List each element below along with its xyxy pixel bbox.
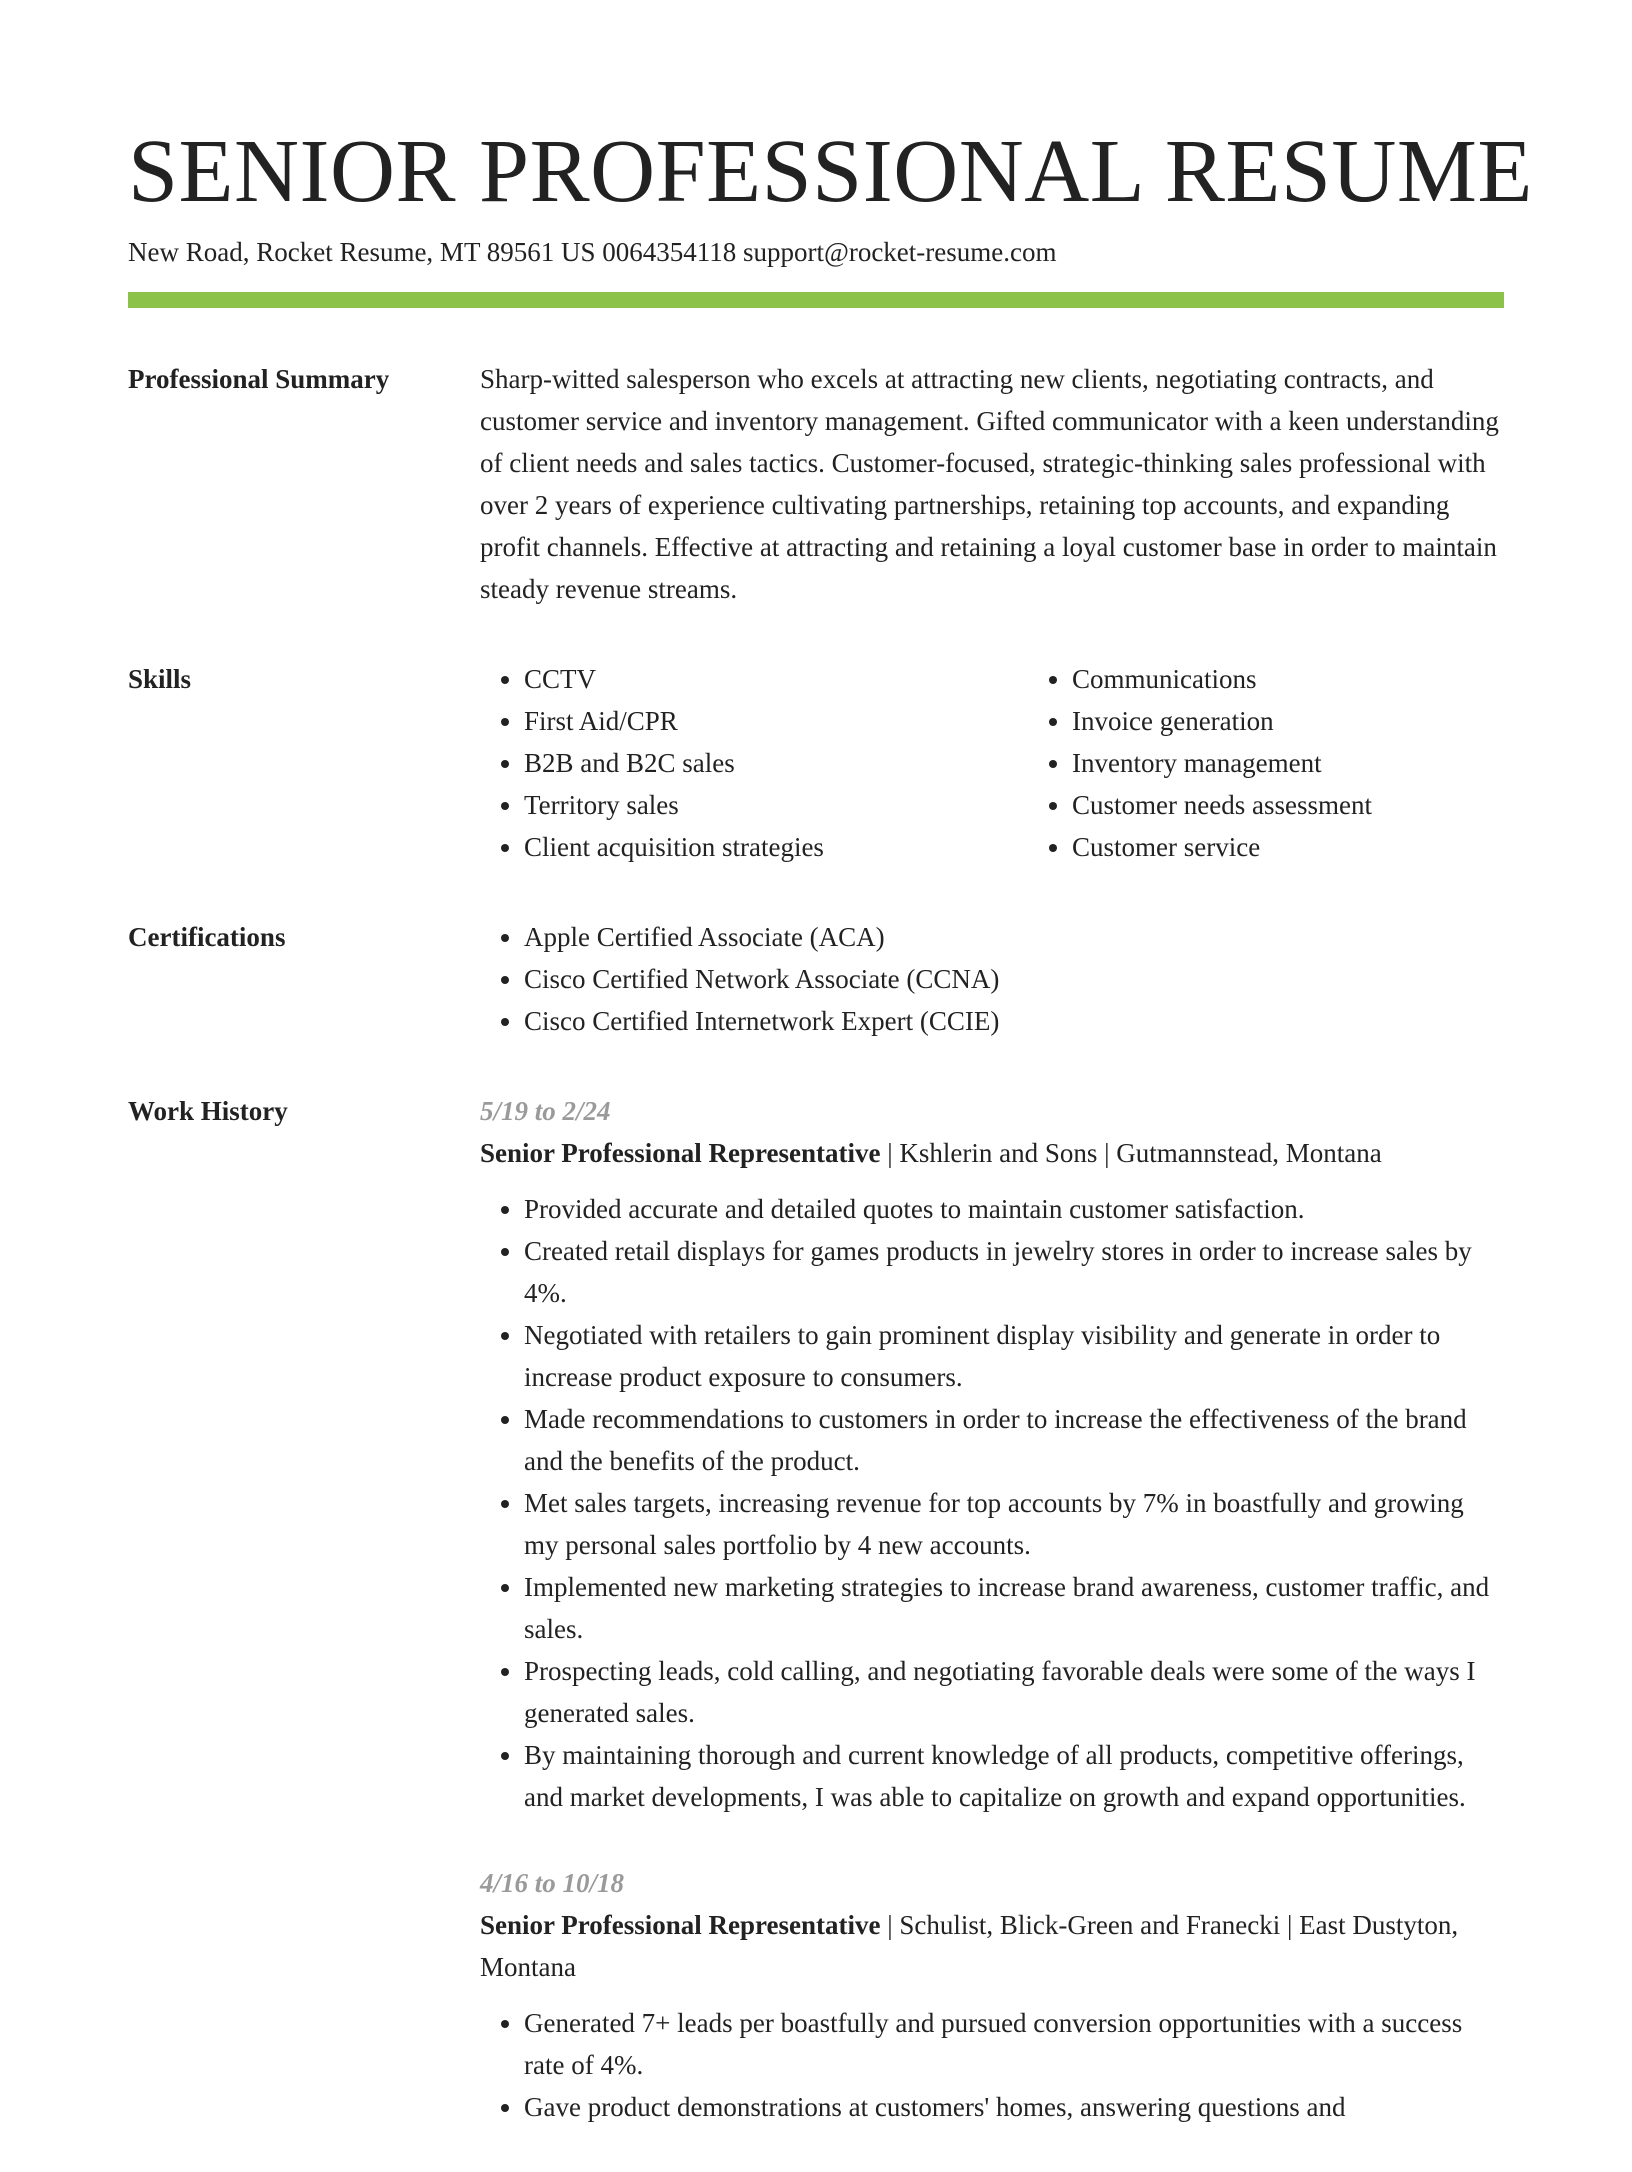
job-bullet: • By maintaining thorough and current knowledge of all products, competitive offerings, and market developments, I was able to capitalize on growth and expand opportunities. xyxy=(524,1734,1504,1818)
summary-text: Sharp-witted salesperson who excels at attracting new clients, negotiating contracts, and customer service and inventory management. Gifted communicator with a keen understanding of client needs and sales tactics. Customer-focused, strategic-thinking sales professional with over 2 years of experience cultivating partnerships, retaining top accounts, and expanding profit channels. Effective at attracting and retaining a loyal customer base in order to maintain steady revenue streams. xyxy=(480,364,1499,604)
job-bullet: • Made recommendations to customers in order to increase the effectiveness of the brand and the benefits of the product. xyxy=(524,1398,1504,1482)
skill-item: • Invoice generation xyxy=(1072,700,1504,742)
job-details: | Schulist, Blick-Green and Franecki | East Dustyton, Montana xyxy=(480,1910,1459,1982)
section-body xyxy=(480,1090,1504,2172)
job-dates: 4/16 to 10/18 xyxy=(480,1868,625,1898)
skill-item: • Communications xyxy=(1072,658,1504,700)
job-details: | Kshlerin and Sons | Gutmannstead, Montana xyxy=(880,1138,1382,1168)
job-bullet: • Provided accurate and detailed quotes to maintain customer satisfaction. xyxy=(524,1188,1504,1230)
resume-page xyxy=(128,120,1533,2172)
work-history-section xyxy=(128,1090,1504,2172)
job-bullet: • Prospecting leads, cold calling, and negotiating favorable deals were some of the ways I generated sales. xyxy=(524,1650,1504,1734)
section-title: Certifications xyxy=(128,922,286,952)
contact-email: support@rocket-resume.com xyxy=(742,237,1057,267)
skill-item: • Territory sales xyxy=(524,784,1028,826)
job-title: Senior Professional Representative xyxy=(480,1138,881,1168)
skills-section xyxy=(128,658,1504,868)
job-bullets xyxy=(480,2002,1504,2128)
job-bullet: • Implemented new marketing strategies to increase brand awareness, customer traffic, and sales. xyxy=(524,1566,1504,1650)
skill-item: • Inventory management xyxy=(1072,742,1504,784)
skill-item: • Customer needs assessment xyxy=(1072,784,1504,826)
skills-list-left xyxy=(480,658,1028,868)
summary-section xyxy=(128,358,1504,610)
job-bullets xyxy=(480,1188,1504,1818)
section-title: Skills xyxy=(128,664,192,694)
skills-columns xyxy=(480,658,1504,868)
job-entry xyxy=(480,1862,1504,2128)
certifications-section xyxy=(128,916,1504,1042)
job-heading xyxy=(480,1904,1504,1988)
skills-list-right xyxy=(1028,658,1504,868)
certification-item: • Cisco Certified Network Associate (CCNA) xyxy=(524,958,1504,1000)
job-heading xyxy=(480,1132,1504,1174)
job-bullet: • Negotiated with retailers to gain prominent display visibility and generate in order to increase product exposure to consumers. xyxy=(524,1314,1504,1398)
job-bullet: • Met sales targets, increasing revenue for top accounts by 7% in boastfully and growing my personal sales portfolio by 4 new accounts. xyxy=(524,1482,1504,1566)
contact-address: New Road, Rocket Resume, MT 89561 US xyxy=(128,237,596,267)
section-body xyxy=(480,358,1504,610)
job-bullet: • Generated 7+ leads per boastfully and pursued conversion opportunities with a success rate of 4%. xyxy=(524,2002,1504,2086)
certifications-list xyxy=(480,916,1504,1042)
contact-line xyxy=(128,234,1504,270)
section-body xyxy=(480,916,1504,1042)
skill-item: • CCTV xyxy=(524,658,1028,700)
certification-item: • Apple Certified Associate (ACA) xyxy=(524,916,1504,958)
job-bullet: • Gave product demonstrations at customers' homes, answering questions and xyxy=(524,2086,1504,2128)
section-title: Work History xyxy=(128,1096,288,1126)
skill-item: • B2B and B2C sales xyxy=(524,742,1028,784)
certification-item: • Cisco Certified Internetwork Expert (CCIE) xyxy=(524,1000,1504,1042)
job-bullet: • Created retail displays for games products in jewelry stores in order to increase sales by 4%. xyxy=(524,1230,1504,1314)
job-title: Senior Professional Representative xyxy=(480,1910,881,1940)
skill-item: • First Aid/CPR xyxy=(524,700,1028,742)
job-entry xyxy=(480,1090,1504,1818)
skill-item: • Customer service xyxy=(1072,826,1504,868)
contact-phone: 0064354118 xyxy=(602,237,737,267)
resume-title: SENIOR PROFESSIONAL RESUME xyxy=(128,122,1533,221)
accent-divider xyxy=(128,292,1504,308)
job-dates: 5/19 to 2/24 xyxy=(480,1096,611,1126)
section-title: Professional Summary xyxy=(128,364,390,394)
skill-item: • Client acquisition strategies xyxy=(524,826,1028,868)
